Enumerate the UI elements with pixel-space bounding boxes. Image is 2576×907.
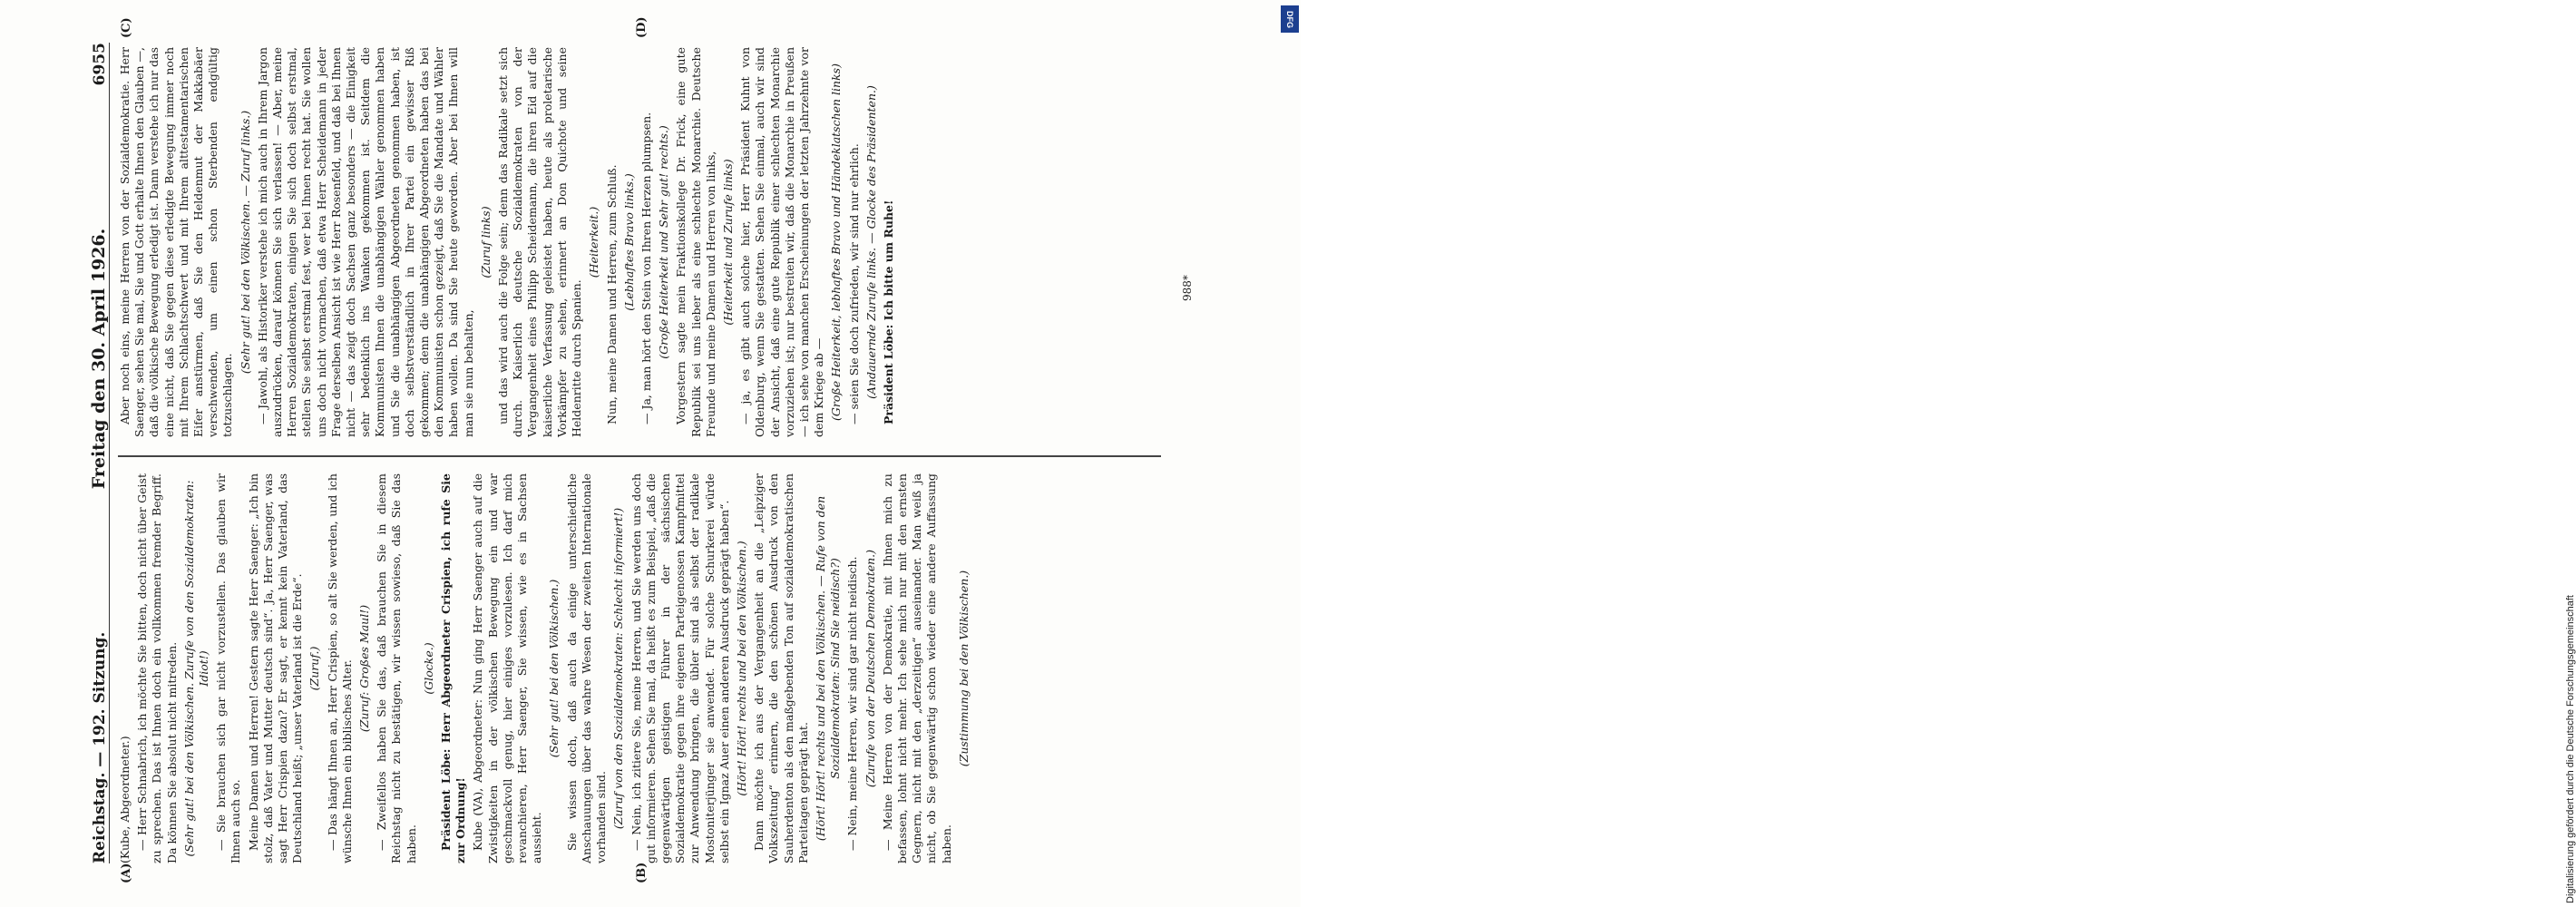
paragraph: — Zweifellos haben Sie das, daß brauchen Sie in diesem Reichstag nicht zu bestätigen, wir wissen sowieso, daß Sie das haben. bbox=[375, 473, 418, 863]
page-header bbox=[73, 43, 110, 863]
margin-mark-a: (A) bbox=[120, 863, 133, 883]
paragraph: Meine Damen und Herren! Gestern sagte Herr Saenger: „Ich bin stolz, daß Vater und Mutter deutsch sind“. Ja, Herr Saenger, was sagt Herr Crispien dazu? Er sagt, er kennt kein Vaterland, das Deutschland heißt; „unser Vaterland ist die Erde“. bbox=[246, 473, 305, 863]
interjection: (Große Heiterkeit und Sehr gut! rechts.) bbox=[657, 125, 671, 359]
paragraph: — Nein, ich zitiere Sie, meine Herren, und Sie werden uns doch gut informieren. Sehen Sie mal, da heißt es zum Beispiel, „daß die gegenwärtigen geistigen Führer in der sächsischen Sozialdemokratie gegen ihre eigenen Parteigenossen Kampfmittel zur Anwendung bringen, die übler sind als selbst der radikale Mostoniterjünger sie anwendet. Für solche Schurkerei würde selbst ein Ignaz Auer einen anderen Ausdruck geprägt haben“. bbox=[629, 473, 731, 863]
speaker-paragraph: Präsident Löbe: Herr Abgeordneter Crispien, ich rufe Sie zur Ordnung! bbox=[439, 473, 468, 863]
interjection: (Sehr gut! bei den Völkischen.) bbox=[547, 579, 561, 758]
rotated-page-content bbox=[73, 16, 1197, 883]
interjection: (Sehr gut! bei den Völkischen. — Zuruf links.) bbox=[238, 110, 252, 375]
interjection: (Zuruf.) bbox=[307, 646, 322, 691]
dfg-logo: DFG bbox=[1281, 5, 1299, 33]
header-date: Freitag den 30. April 1926. bbox=[89, 228, 109, 490]
digitization-credit-text: Digitalisierung gefördert durch die Deutsche Forschungsgemeinschaft bbox=[2565, 595, 2576, 903]
paragraph: Sie wissen doch, daß auch da einige unterschiedliche Anschauungen über das wahre Wesen der zweiten Internationale vorhanden sind. bbox=[564, 473, 609, 863]
digitization-credit bbox=[1279, 0, 2576, 907]
right-column bbox=[118, 47, 1188, 437]
paragraph: — seien Sie doch zufrieden, wir sind nur ehrlich. bbox=[846, 143, 861, 424]
paragraph: (Kube, Abgeordneter.) bbox=[118, 736, 132, 863]
paragraph: Kube (VA), Abgeordneter: Nun ging Herr Saenger auch auf die Zwistigkeiten in der völkischen Bewegung ein und war geschmackvoll genug, hier einiges vorzulesen. Ich darf mich revanchieren, Herr Saenger, Sie wissen, wie es in Sachsen aussieht. bbox=[471, 473, 544, 863]
paragraph: Nun, meine Damen und Herren, zum Schluß. bbox=[604, 164, 619, 424]
header-page-number: 6955 bbox=[91, 43, 109, 86]
interjection: (Zurufe von der Deutschen Demokraten.) bbox=[863, 549, 877, 788]
paragraph: — Meine Herren von der Demokratie, mit Ihnen mich zu befassen, lohnt nicht mehr. Ich sehe mich nur mit den ernsten Gegnern, nicht mit den „derzeitigen“ auseinander. Man weiß ja nicht, ob Sie gegenwärtig schon wieder eine andere Auffassung haben. bbox=[880, 473, 953, 863]
paragraph: — ja, es gibt auch solche hier, Herr Präsident Kuhnt von Oldenburg, wenn Sie gestatten. Sehen Sie einmal, auch wir sind der Ansicht, daß eine gute Republik einer schlechten Monarchie vorzuziehen ist; nur bestreiten wir, daß die Monarchie in Preußen — ich sehe von manchen Erscheinungen der letzten Jahrzehnte vor dem Kriege ab — bbox=[738, 47, 826, 437]
interjection: (Hört! Hört! rechts und bei den Völkischen.) bbox=[734, 541, 748, 796]
interjection: (Heiterkeit und Zurufe links) bbox=[720, 159, 735, 326]
margin-mark-b: (B) bbox=[635, 862, 649, 883]
paragraph: Aber noch eins, meine Herren von der Sozialdemokratie. Herr Saenger, sehen Sie mal, Sie und Gott erhalte Ihnen den Glauben —, daß die völkische Bewegung erledigt ist. Dann verstehe ich nur das eine nicht, daß Sie gegen diese erledigte Bewegung immer noch mit Ihrem Schlachtschwert und mit Ihrem alttestamentarischen Eifer anstürmen, daß Sie den Heldenmut der Makkabäer verschwenden, um einen schon Sterbenden endgültig totzuschlagen. bbox=[118, 47, 235, 437]
interjection: (Andauernde Zurufe links. — Glocke des Präsidenten.) bbox=[864, 85, 878, 399]
header-session: Reichstag. — 192. Sitzung. bbox=[91, 631, 109, 863]
left-column bbox=[118, 473, 1188, 863]
paragraph: Dann möchte ich aus der Vergangenheit an die „Leipziger Volkszeitung“ erinnern, die den schönen Ausdruck von den Sauherdenton als den maßgebenden Ton auf sozialdemokratischen Parteitagen geprägt hat. bbox=[752, 473, 810, 863]
margin-mark-c: (C) bbox=[120, 17, 133, 38]
paragraph: — Nein, meine Herren, wir sind gar nicht neidisch. bbox=[845, 556, 860, 851]
paragraph: — Das hängt Ihnen an, Herr Crispien, so alt Sie werden, und ich wünsche Ihnen ein biblisches Alter. bbox=[325, 473, 354, 863]
paragraph: Vorgestern sagte mein Fraktionskollege Dr. Frick, eine gute Republik sei uns lieber als eine schlechte Monarchie. Deutsche Freunde und meine Damen und Herren von links, bbox=[674, 47, 717, 437]
interjection: (Zuruf von den Sozialdemokraten: Schlecht informiert!) bbox=[611, 507, 626, 830]
interjection: (Glocke.) bbox=[421, 642, 435, 695]
interjection: (Zuruf links) bbox=[478, 206, 493, 278]
speaker-paragraph: Präsident Löbe: Ich bitte um Ruhe! bbox=[881, 200, 895, 424]
interjection: (Zustimmung bei den Völkischen.) bbox=[956, 570, 971, 767]
interjection: (Zuruf: Großes Maul!) bbox=[357, 604, 372, 733]
margin-mark-d: (D) bbox=[635, 16, 649, 38]
paragraph: — Jawohl, als Historiker verstehe ich mich auch in Ihrem Jargon auszudrücken, darauf können Sie sich verlassen! — Aber, meine Herren Sozialdemokraten, einigen Sie sich doch selbst erstmal, stellen Sie selbst erstmal fest, wer bei Ihnen recht hat. Sie wollen uns doch nicht vormachen, daß etwa Herr Scheidemann in jeder Frage derselben Ansicht ist wie Herr Rosenfeld, und daß bei Ihnen nicht — das zeigt doch Sachsen ganz besonders — die Einigkeit sehr bedenklich ins Wanken gekommen ist. Seitdem die Kommunisten Ihnen die unabhängigen Wähler genommen haben und Sie die unabhängigen Abgeordneten genommen haben, ist doch selbstverständlich in Ihrer Partei ein gewisser Riß gekommen; denn die unabhängigen Abgeordneten haben das bei den Kommunisten schon gezeigt, daß Sie die Mandate und Wähler haben wollen. Da sind Sie heute geworden. Aber bei Ihnen will man sie nun behalten, bbox=[255, 47, 475, 437]
paragraph: — Herr Schnabrich, ich möchte Sie bitten, doch nicht über Geist zu sprechen. Das ist Ihnen doch ein vollkommen fremder Begriff. Da können Sie absolut nicht mitreden. bbox=[135, 473, 179, 863]
column-divider bbox=[118, 456, 1161, 458]
interjection: (Hört! Hört! rechts und bei den Völkischen. — Rufe von den Sozialdemokraten: Sind Sie neidisch?) bbox=[813, 495, 843, 842]
interjection: (Lebhaftes Bravo links.) bbox=[621, 173, 636, 311]
interjection: (Heiterkeit.) bbox=[587, 206, 601, 278]
interjection: (Sehr gut! bei den Völkischen. Zurufe von den Sozialdemokraten: Idiot!) bbox=[181, 480, 211, 857]
interjection: (Große Heiterkeit, lebhaftes Bravo und Händeklatschen links) bbox=[829, 63, 844, 421]
paragraph: und das wird auch die Folge sein; denn das Radikale setzt sich durch. Kaiserlich deutsche Sozialdemokraten von der Vergangenheit eines Philipp Scheidemann, die ihren Eid auf die kaiserliche Verfassung geleistet haben, heute als proletarische Vorkämpfer zu sehen, erinnert an Don Quichote und seine Heldenritte durch Spanien. bbox=[496, 47, 584, 437]
signature-mark: 988* bbox=[1181, 275, 1194, 301]
paragraph: — Ja, man hört den Stein von Ihren Herzen plumpsen. bbox=[639, 112, 653, 424]
paragraph: — Sie brauchen sich gar nicht vorzustellen. Das glauben wir Ihnen auch so. bbox=[214, 473, 243, 863]
